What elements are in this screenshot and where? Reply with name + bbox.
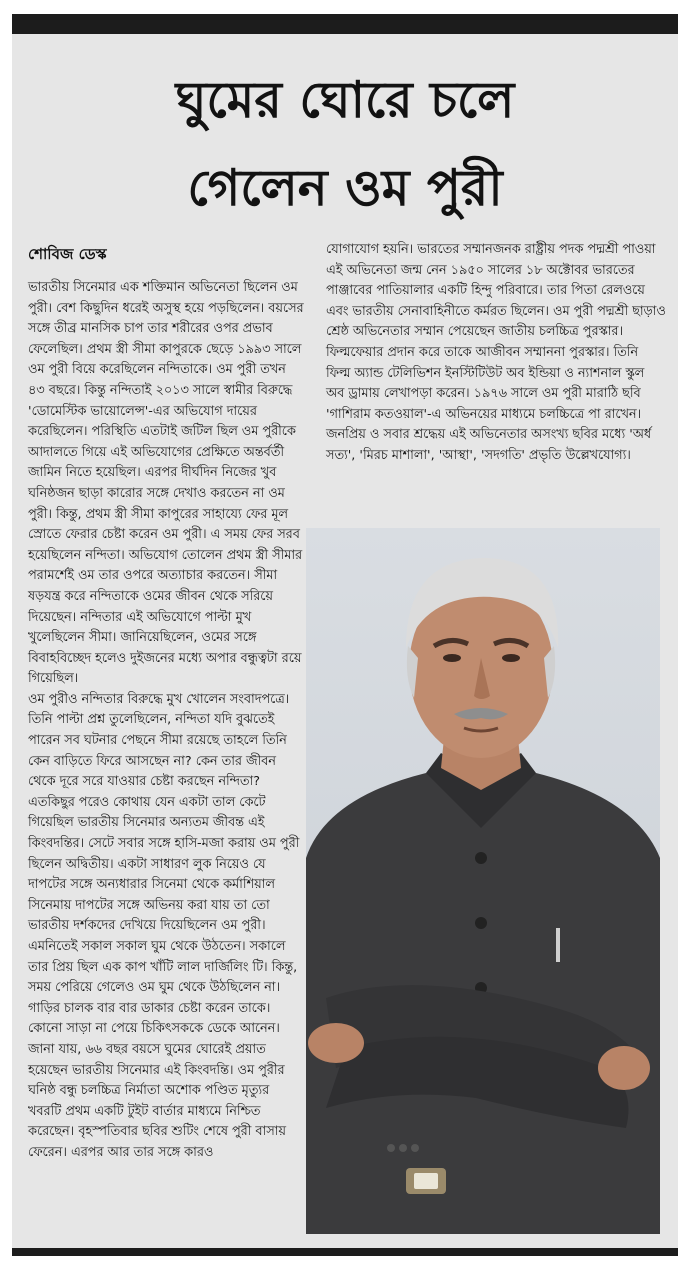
headline-line-2: গেলেন ওম পুরী bbox=[187, 159, 503, 217]
article-page bbox=[12, 34, 678, 1248]
article-column-1 bbox=[28, 278, 306, 1164]
top-rule bbox=[12, 14, 678, 34]
headline bbox=[12, 56, 678, 232]
portrait-photo bbox=[306, 528, 660, 1234]
headline-line-1: ঘুমের ঘোরে চলে bbox=[175, 71, 515, 129]
article-paragraph-3: যোগাযোগ হয়নি। ভারতের সম্মানজনক রাষ্ট্রীয় পদক পদ্মশ্রী পাওয়া এই অভিনেতা জন্ম নেন ১৯৫০ সালের ১৮ অক্টোবর ভারতের পাঞ্জাবের পাতিয়ালার একটি হিন্দু পরিবারে। তার পিতা রেলওয়ে এবং ভারতীয় সেনাবাহিনীতে কর্মরত ছিলেন। ওম পুরী পদ্মশ্রী ছাড়াও শ্রেষ্ঠ অভিনেতার সম্মান পেয়েছেন জাতীয় চলচ্চিত্র পুরস্কার। ফিল্মফেয়ার প্রদান করে তাকে আজীবন সম্মাননা পুরস্কার। তিনি ফিল্ম অ্যান্ড টেলিভিশন ইনস্টিটিউট অব ইন্ডিয়া ও ন্যাশনাল স্কুল অব ড্রামায় লেখাপড়া করেন। ১৯৭৬ সালে ওম পুরী মারাঠি ছবি 'গাশিরাম কতওয়াল'-এ অভিনয়ের মাধ্যমে চলচ্চিত্রে পা রাখেন। জনপ্রিয় ও সবার শ্রদ্ধেয় এই অভিনেতার অসংখ্য ছবির মধ্যে 'অর্ধ সত্য', 'মিরচ মাশালা', 'আস্থা', 'সদগতি' প্রভৃতি উল্লেখযোগ্য। bbox=[326, 242, 666, 463]
bottom-rule bbox=[12, 1248, 678, 1256]
article-paragraph-2: ওম পুরীও নন্দিতার বিরুদ্ধে মুখ খোলেন সংবাদপত্রে। তিনি পাল্টা প্রশ্ন তুলেছিলেন, নন্দিতা যদি বুঝতেই পারেন সব ঘটনার পেছনে সীমা রয়েছে তাহলে তিনি কেন বাড়িতে ফিরে আসছেন না? কেন তার জীবন থেকে দূরে সরে যাওয়ার চেষ্টা করছেন নন্দিতা? এতকিছুর পরেও কোথায় যেন একটা তাল কেটে গিয়েছিল ভারতীয় সিনেমার অন্যতম জীবন্ত এই কিংবদন্তির। সেটে সবার সঙ্গে হাসি-মজা করায় ওম পুরী ছিলেন অদ্বিতীয়। একটা সাধারণ লুক নিয়েও যে দাপটের সঙ্গে অন্যধারার সিনেমা থেকে কর্মাশিয়াল সিনেমায় দাপটের সঙ্গে অভিনয় করা যায় তা তো ভারতীয় দর্শকদের দেখিয়ে দিয়েছিলেন ওম পুরী। এমনিতেই সকাল সকাল ঘুম থেকে উঠতেন। সকালে তার প্রিয় ছিল এক কাপ খাঁটি লাল দার্জিলিং টি। কিন্তু, সময় পেরিয়ে গেলেও ওম ঘুম থেকে উঠছিলেন না। গাড়ির চালক বার বার ডাকার চেষ্টা করেন তাকে। কোনো সাড়া না পেয়ে চিকিৎসককে ডেকে আনেন। জানা যায়, ৬৬ বছর বয়সে ঘুমের ঘোরেই প্রয়াত হয়েছেন ভারতীয় সিনেমার এই কিংবদন্তি। ওম পুরীর ঘনিষ্ঠ বন্ধু চলচ্চিত্র নির্মাতা অশোক পণ্ডিত মৃত্যুর খবরটি প্রথম একটি টুইট বার্তার মাধ্যমে নিশ্চিত করেছেন। বৃহস্পতিবার ছবির শুটিং শেষে পুরী বাসায় ফেরেন। এরপর আর তার সঙ্গে কারও bbox=[28, 691, 300, 1160]
article-paragraph-1: ভারতীয় সিনেমার এক শক্তিমান অভিনেতা ছিলেন ওম পুরী। বেশ কিছুদিন ধরেই অসুস্থ হয়ে পড়ছিলেন। বয়সের সঙ্গে তীব্র মানসিক চাপ তার শরীরের ওপর প্রভাব ফেলেছিল। প্রথম স্ত্রী সীমা কাপুরকে ছেড়ে ১৯৯৩ সালে ওম পুরী বিয়ে করেছিলেন নন্দিতাকে। ওম পুরী তখন ৪৩ বছরে। কিন্তু নন্দিতাই ২০১৩ সালে স্বামীর বিরুদ্ধে 'ডোমেস্টিক ভায়োলেন্স'-এর অভিযোগ দায়ের করেছিলেন। পরিস্থিতি এতটাই জটিল ছিল ওম পুরীকে আদালতে গিয়ে এই অভিযোগের প্রেক্ষিতে অন্তর্বর্তী জামিন নিতে হয়েছিল। এরপর দীর্ঘদিন নিজের খুব ঘনিষ্ঠজন ছাড়া কারোর সঙ্গে দেখাও করতেন না ওম পুরী। কিন্তু, প্রথম স্ত্রী সীমা কাপুরের সাহায্যে ফের মূল স্রোতে ফেরার চেষ্টা করেন ওম পুরী। এ সময় ফের সরব হয়েছিলেন নন্দিতা। অভিযোগ তোলেন প্রথম স্ত্রী সীমার পরামর্শেই ওম তার ওপরে অত্যাচার করতেন। সীমা ষড়যন্ত্র করে নন্দিতাকে ওমের জীবন থেকে সরিয়ে দিয়েছেন। নন্দিতার এই অভিযোগে পাল্টা মুখ খুলেছিলেন সীমা। জানিয়েছিলেন, ওমের সঙ্গে বিবাহবিচ্ছেদ হলেও দুইজনের মধ্যে অপার বন্ধুত্বটা রয়ে গিয়েছিল। bbox=[28, 280, 304, 687]
portrait-illustration bbox=[306, 528, 660, 1234]
byline: শোবিজ ডেস্ক bbox=[28, 245, 107, 263]
article-column-2 bbox=[326, 240, 666, 467]
